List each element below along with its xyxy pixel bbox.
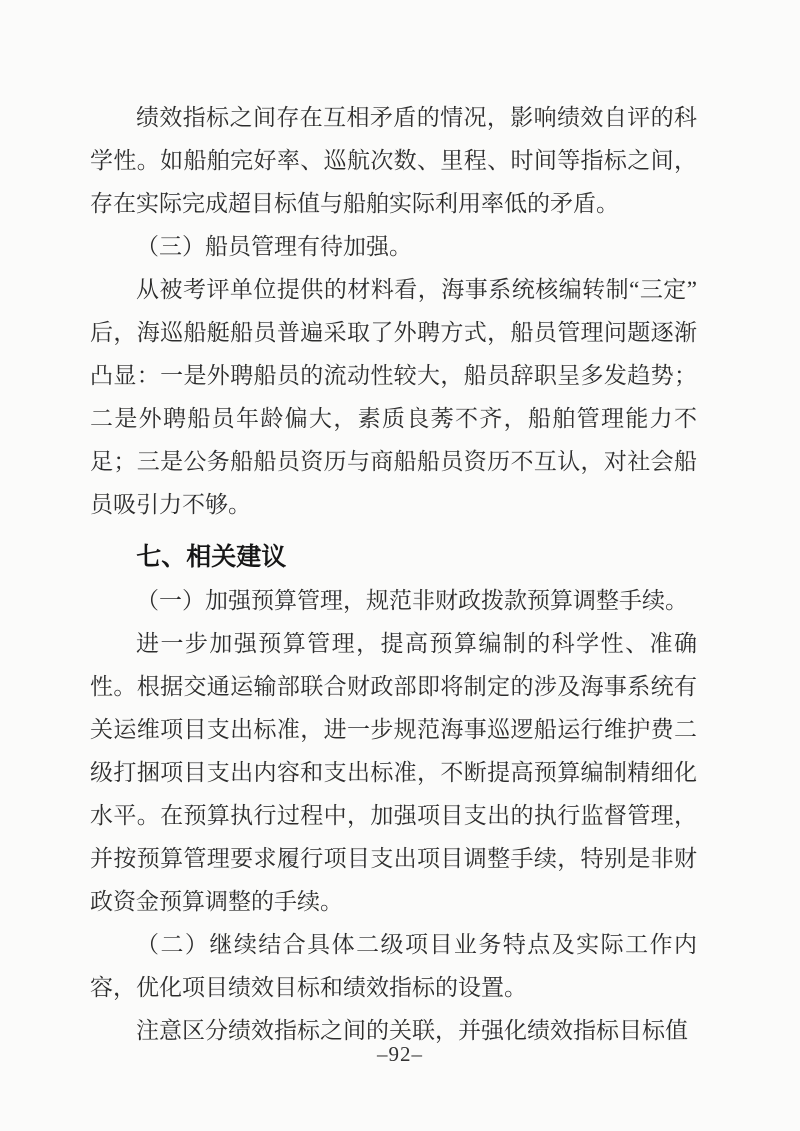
sub-heading-item: （一）加强预算管理，规范非财政拨款预算调整手续。 — [136, 588, 688, 613]
paragraph: 进一步加强预算管理，提高预算编制的科学性、准确性。根据交通运输部联合财政部即将制定的涉及海事系统有关运维项目支出标准，进一步规范海事巡逻船运行维护费二级打捆项目支出内容和支出标准，不断提高预算编制精细化水平。在预算执行过程中，加强项目支出的执行监督管理，并按预算管理要求履行项目支出项目调整手续，特别是非财政资金预算调整的手续。 — [90, 631, 697, 914]
section-heading: 七、相关建议 — [136, 543, 287, 571]
paragraph: 绩效指标之间存在互相矛盾的情况，影响绩效自评的科学性。如船舶完好率、巡航次数、里程、时间等指标之间，存在实际完成超目标值与船舶实际利用率低的矛盾。 — [90, 105, 697, 216]
sub-heading-item: （三）船员管理有待加强。 — [136, 234, 412, 259]
page-number: –92– — [377, 1042, 423, 1066]
paragraph: 从被考评单位提供的材料看，海事系统核编转制“三定”后，海巡船艇船员普遍采取了外聘方式，船员管理问题逐渐凸显：一是外聘船员的流动性较大，船员辞职呈多发趋势；二是外聘船员年龄偏大，素质良莠不齐，船舶管理能力不足；三是公务船船员资历与商船船员资历不互认，对社会船员吸引力不够。 — [90, 277, 697, 517]
sub-heading-item: （二）继续结合具体二级项目业务特点及实际工作内容，优化项目绩效目标和绩效指标的设置。 — [90, 932, 697, 1000]
paragraph: 注意区分绩效指标之间的关联，并强化绩效指标目标值 — [136, 1018, 688, 1043]
page-body — [90, 96, 697, 1052]
